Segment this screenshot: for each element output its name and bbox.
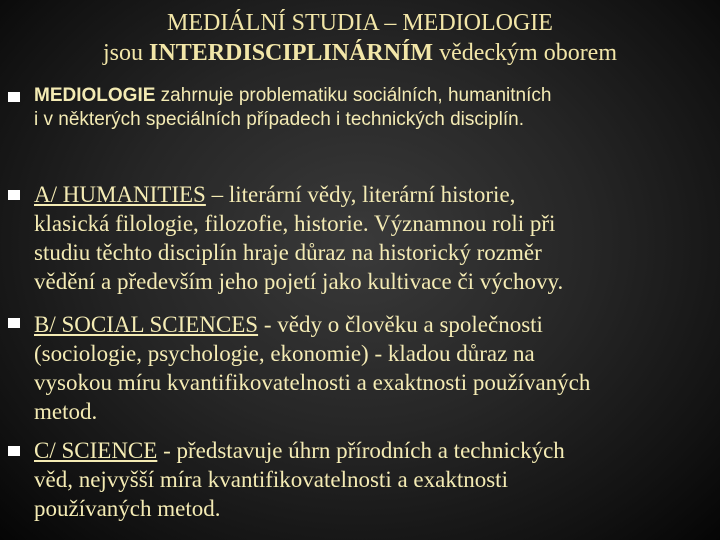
bullet-1-lead: MEDIOLOGIE <box>34 85 156 106</box>
bullet-1-line-1 <box>34 84 551 108</box>
title-line-2-emphasis: INTERDISCIPLINÁRNÍM <box>149 40 434 66</box>
bullet-3-line-4: metod. <box>34 399 98 424</box>
bullet-marker-2 <box>8 190 20 200</box>
bullet-2-rest: – literární vědy, literární historie, <box>205 182 516 207</box>
bullet-4-line-3: používaných metod. <box>34 496 221 521</box>
bullet-3-line-2: (sociologie, psychologie, ekonomie) - kladou důraz na <box>34 341 535 366</box>
slide-title <box>0 8 720 68</box>
title-line-2 <box>0 38 720 68</box>
title-line-2-prefix: jsou <box>103 40 150 66</box>
bullet-4-lead: C/ SCIENCE <box>34 438 158 463</box>
bullet-1-rest: zahrnuje problematiku sociálních, humanitních <box>155 85 552 106</box>
bullet-marker-3 <box>8 318 20 328</box>
title-line-2-suffix: vědeckým oborem <box>433 40 617 66</box>
bullet-3-lead: B/ SOCIAL SCIENCES <box>34 312 259 337</box>
bullet-4-line-1 <box>34 436 565 465</box>
bullet-2-line-3: studiu těchto disciplín hraje důraz na historický rozměr <box>34 240 542 265</box>
bullet-1-line-2: i v některých speciálních případech i technických disciplín. <box>34 109 525 130</box>
bullet-4-line-2: věd, nejvyšší míra kvantifikovatelnosti a exaktnosti <box>34 467 508 492</box>
bullet-4-rest: - představuje úhrn přírodních a technických <box>157 438 565 463</box>
bullet-text-humanities <box>34 180 563 296</box>
bullet-marker-1 <box>8 92 20 102</box>
bullet-3-rest: - vědy o člověku a společnosti <box>258 312 543 337</box>
bullet-2-line-2: klasická filologie, filozofie, historie. Významnou roli při <box>34 211 556 236</box>
bullet-text-mediologie <box>34 84 551 132</box>
bullet-text-social-sciences <box>34 310 590 426</box>
bullet-2-lead: A/ HUMANITIES <box>34 182 206 207</box>
bullet-3-line-1 <box>34 310 590 339</box>
bullet-3-line-3: vysokou míru kvantifikovatelnosti a exaktnosti používaných <box>34 370 591 395</box>
bullet-2-line-4: vědění a především jeho pojetí jako kultivace či výchovy. <box>34 269 564 294</box>
bullet-2-line-1 <box>34 180 563 209</box>
title-line-1: MEDIÁLNÍ STUDIA – MEDIOLOGIE <box>167 10 553 36</box>
bullet-marker-4 <box>8 446 20 456</box>
bullet-text-science <box>34 436 565 523</box>
